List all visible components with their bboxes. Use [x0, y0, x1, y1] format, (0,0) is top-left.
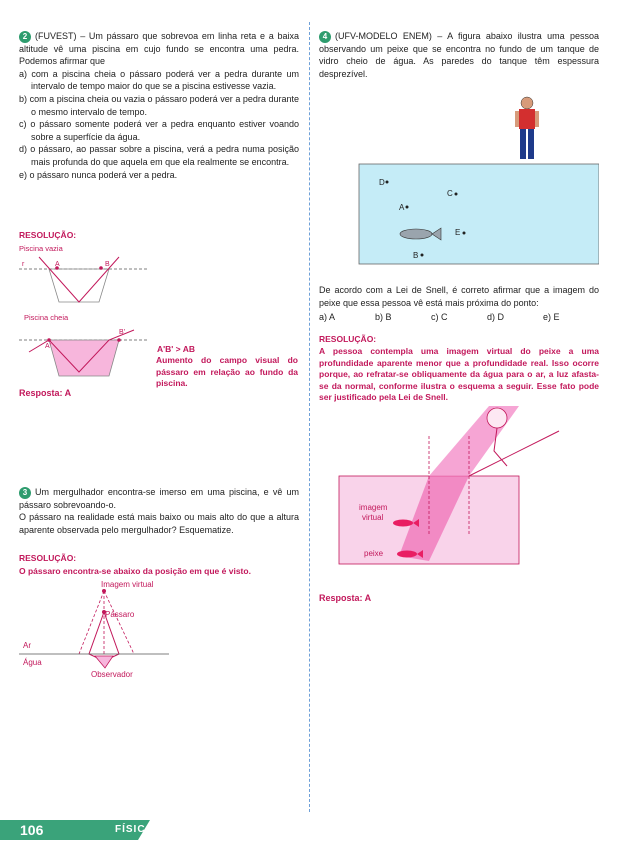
inequality-label: A'B' > AB	[157, 344, 195, 354]
question-4-text: (UFV-MODELO ENEM) – A figura abaixo ilustra uma pessoa observando um peixe que se encontra no fundo de um tanque de vidro cheio de água. As paredes do tanque têm espessura desprezível.	[319, 31, 599, 79]
resolution-text: O pássaro encontra-se abaixo da posição em que é visto.	[19, 566, 251, 576]
fish-tank-figure	[319, 96, 599, 266]
refraction-figure	[319, 406, 599, 566]
page-number: 106	[20, 822, 44, 838]
option-b: b) B	[375, 312, 392, 322]
label-observer: Observador	[91, 670, 133, 679]
option-d: d) o pássaro, ao passar sobre a piscina, verá a pedra numa posição mais profunda do que aquela em que ela realmente se encontra.	[19, 144, 299, 167]
resolution-label: RESOLUÇÃO:	[19, 553, 77, 563]
question-number-badge: 2	[19, 31, 31, 43]
question-number-badge: 3	[19, 487, 31, 499]
label-A: A	[55, 261, 60, 268]
option-b: b) com a piscina cheia ou vazia o pássaro poderá ver a pedra durante o mesmo intervalo de tempo.	[19, 94, 299, 117]
options-row	[319, 312, 599, 322]
label-empty-pool: Piscina vazia	[19, 244, 63, 253]
option-a: a) A	[319, 312, 336, 322]
diver-figure	[19, 576, 299, 686]
label-air: Ar	[23, 641, 31, 650]
label-A-prime: A'	[45, 343, 52, 350]
option-c: c) o pássaro somente poderá ver a pedra enquanto estiver voando sobre a superfície da água.	[19, 119, 299, 142]
option-e: e) E	[543, 312, 560, 322]
option-a: a) com a piscina cheia o pássaro poderá ver a pedra durante um intervalo de tempo maior do que se a piscina estivesse vazia.	[19, 68, 299, 92]
question-number-badge: 4	[319, 31, 331, 43]
resolution-text: A pessoa contempla uma imagem virtual do peixe a uma profundidade aparente menor que a profundidade real. Isso ocorre porque, ao refratar-se obliquamente da água para o ar, a luz afasta-se da normal, conforme ilustra o esquema a seguir. Esse fato pode ser justificado pela Lei de Snell.	[319, 346, 599, 402]
label-r: r	[22, 261, 25, 268]
subject-label: FÍSICA	[115, 824, 154, 835]
label-fish: peixe	[364, 549, 384, 558]
answer-q4: Resposta: A	[319, 593, 372, 603]
label-virtual-image-line1: imagem	[359, 503, 388, 512]
question-3-text-1: Um mergulhador encontra-se imerso em uma piscina, e vê um pássaro sobrevoando-o.	[19, 487, 299, 510]
option-e: e) o pássaro nunca poderá ver a pedra.	[19, 169, 178, 180]
point-D: D	[379, 178, 385, 187]
point-B: B	[413, 251, 419, 260]
label-B: B	[105, 261, 110, 268]
resolution-label: RESOLUÇÃO:	[19, 230, 77, 240]
question-4	[319, 30, 599, 80]
label-virtual-image: Imagem virtual	[101, 580, 154, 589]
option-d: d) D	[487, 312, 505, 322]
answer-q2: Resposta: A	[19, 388, 72, 398]
question-2-text: (FUVEST) – Um pássaro que sobrevoa em linha reta e a baixa altitude vê uma piscina em cujo fundo se encontra uma pedra. Podemos afirmar que	[19, 31, 299, 67]
visual-field-note: Aumento do campo visual do pássaro em relação ao fundo da piscina.	[156, 355, 298, 388]
column-divider	[309, 22, 310, 812]
label-virtual-image-line2: virtual	[362, 513, 384, 522]
label-bird: Pássaro	[105, 610, 135, 619]
point-E: E	[455, 228, 461, 237]
point-A: A	[399, 203, 405, 212]
label-B-prime: B'	[119, 329, 126, 336]
question-3	[19, 486, 299, 536]
label-water: Água	[23, 658, 42, 667]
point-C: C	[447, 189, 453, 198]
water-tank	[359, 164, 599, 264]
label-full-pool: Piscina cheia	[24, 313, 69, 322]
page-footer	[0, 820, 638, 858]
question-4-prompt: De acordo com a Lei de Snell, é correto afirmar que a imagem do peixe que essa pessoa vê está mais próxima do ponto:	[319, 285, 599, 308]
question-3-text-2: O pássaro na realidade está mais baixo ou mais alto do que a altura aparente observada pelo mergulhador? Esquematize.	[19, 512, 299, 535]
question-2	[19, 30, 299, 181]
person-figure	[515, 97, 539, 159]
resolution-label: RESOLUÇÃO:	[319, 334, 377, 344]
option-c: c) C	[431, 312, 448, 322]
